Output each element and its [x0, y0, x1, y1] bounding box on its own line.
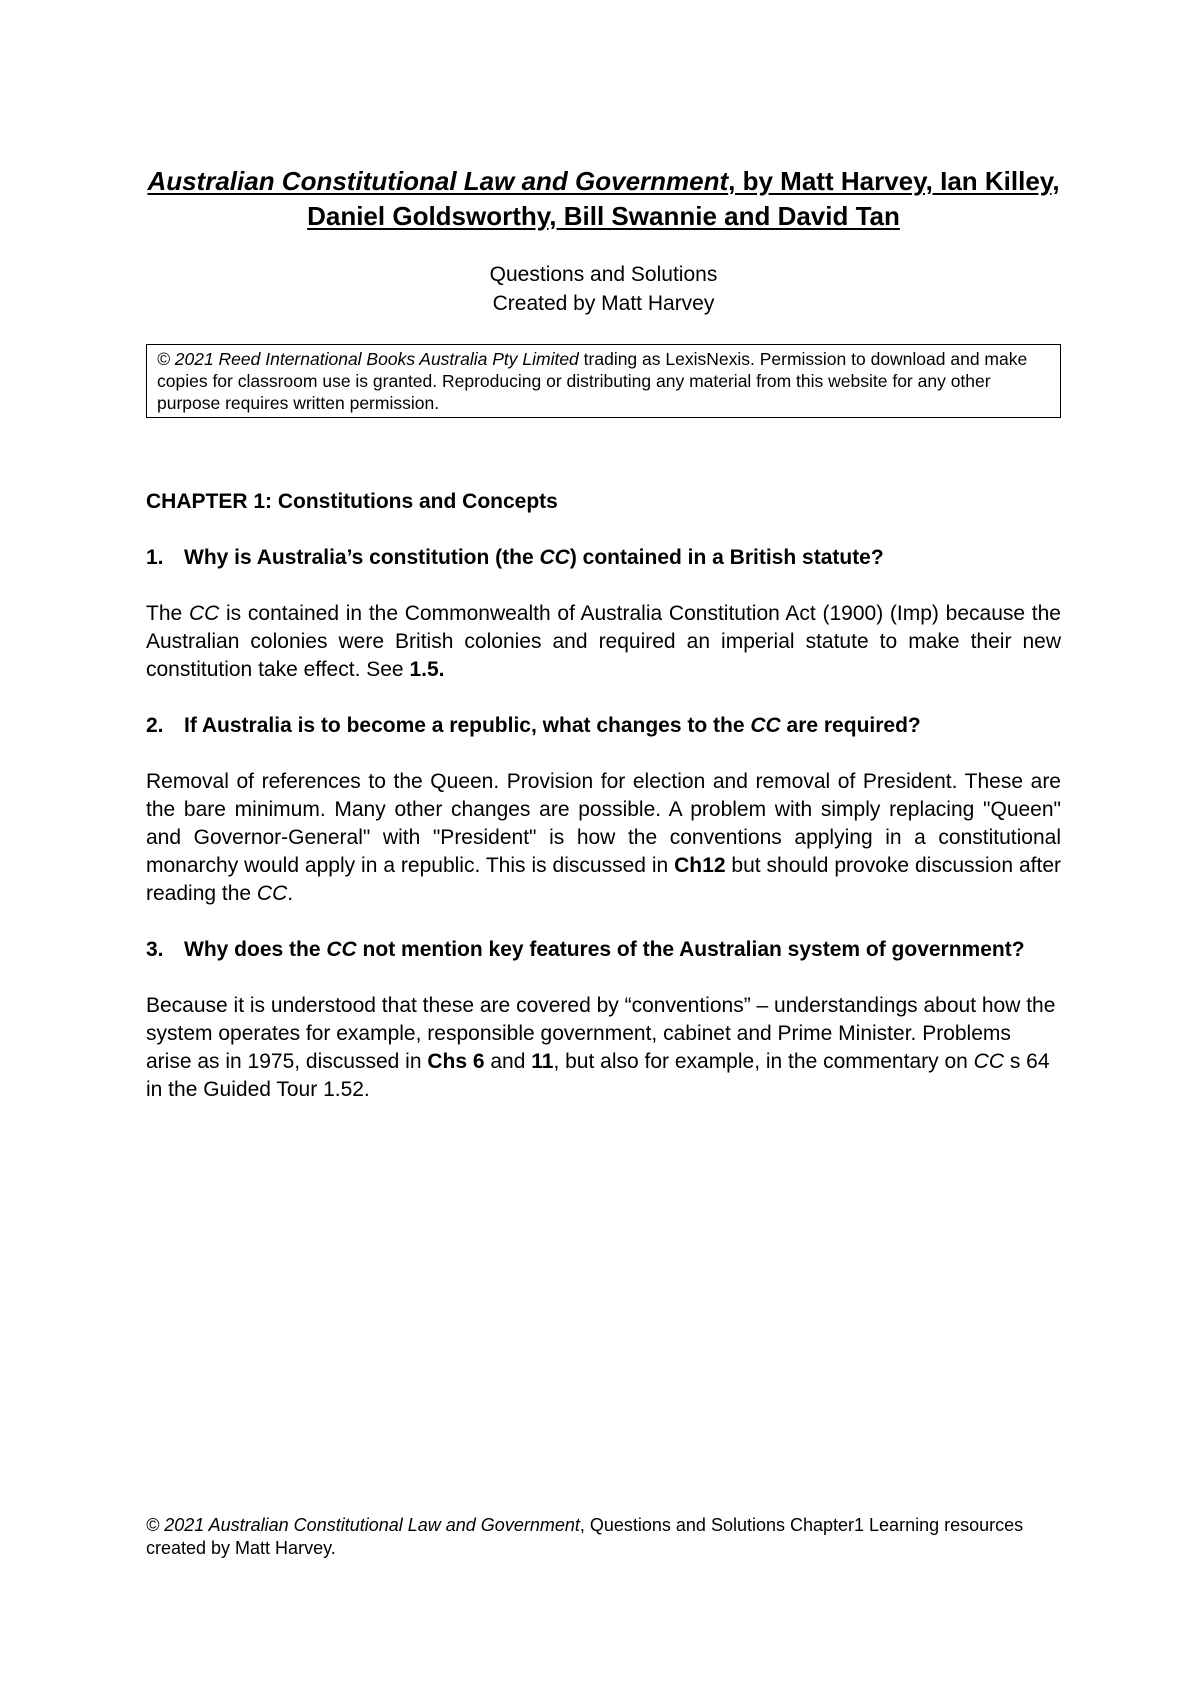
- question-number: 1.: [146, 546, 164, 569]
- answer-2: [146, 768, 1061, 908]
- question-text: [184, 544, 1061, 572]
- answer-text-bold: 1.5.: [409, 658, 445, 681]
- question-1: [146, 544, 1061, 572]
- answer-text-part: and: [484, 1050, 532, 1073]
- answer-text-italic: CC: [188, 602, 220, 625]
- book-title: Australian Constitutional Law and Government: [147, 166, 729, 196]
- question-text-part: ) contained in a British statute?: [569, 546, 884, 569]
- answer-text-part: is contained in the Commonwealth of Australia Constitution Act (1900) (Imp) because the Australian colonies were British colonies and required an imperial statute to make their new constitution take effect. See: [146, 602, 1061, 681]
- copyright-holder: © 2021 Reed International Books Australia Pty Limited: [157, 349, 579, 369]
- answer-text-part: Removal of references to the Queen. Provision for election and removal of President. These are the bare minimum. Many other changes are possible. A problem with simply replacing "Queen" and Governor-General" with "President" is how the conventions applying in a constitutional monarchy would apply in a republic. This is discussed in: [146, 770, 1061, 877]
- answer-text-bold: 11: [531, 1050, 554, 1073]
- page-footer: [146, 1514, 1061, 1560]
- answer-text-part: Because it is understood that these are covered by “conventions” – understandings about how the system operates for example, responsible government, cabinet and Prime Minister. Problems arise as in 1975, discussed in: [146, 994, 1056, 1073]
- footer-text: , Questions and Solutions Chapter1 Learning resources created by Matt Harvey.: [146, 1515, 1024, 1558]
- document-title: [146, 164, 1061, 234]
- document-content: [146, 164, 1061, 1104]
- answer-text-part: , but also for example, in the commentary on: [553, 1050, 974, 1073]
- question-text-part: Why is Australia’s constitution (the: [184, 546, 540, 569]
- question-text-part: If Australia is to become a republic, what changes to the: [184, 714, 751, 737]
- copyright-notice-box: [146, 344, 1061, 418]
- answer-1: [146, 600, 1061, 684]
- subtitle-line-1: Questions and Solutions: [489, 263, 718, 286]
- question-text-part: Why does the: [184, 938, 327, 961]
- answer-text-bold: Chs 6: [427, 1050, 485, 1073]
- question-text: [184, 936, 1061, 964]
- footer-copyright: © 2021 Australian Constitutional Law and Government: [146, 1515, 580, 1535]
- question-text: [184, 712, 1061, 740]
- answer-3: [146, 992, 1061, 1104]
- subtitle-line-2: Created by Matt Harvey: [492, 292, 715, 315]
- question-number: 2.: [146, 714, 164, 737]
- book-authors: , by Matt Harvey, Ian Killey, Daniel Goldsworthy, Bill Swannie and David Tan: [307, 166, 1060, 231]
- answer-text-part: s 64 in the Guided Tour 1.52.: [146, 1050, 1050, 1101]
- question-3: [146, 936, 1061, 964]
- question-text-part: are required?: [780, 714, 921, 737]
- question-text-italic: CC: [750, 714, 781, 737]
- answer-text-part: but should provoke discussion after reading the: [146, 854, 1061, 905]
- question-text-italic: CC: [326, 938, 357, 961]
- answer-text-italic: CC: [256, 882, 288, 905]
- answer-text-bold: Ch12: [674, 854, 726, 877]
- answer-text-part: The: [146, 602, 189, 625]
- answer-text-part: .: [287, 882, 294, 905]
- chapter-heading: CHAPTER 1: Constitutions and Concepts: [146, 490, 558, 513]
- question-2: [146, 712, 1061, 740]
- question-text-italic: CC: [539, 546, 570, 569]
- question-text-part: not mention key features of the Australian system of government?: [356, 938, 1025, 961]
- copyright-permission-text: trading as LexisNexis. Permission to download and make copies for classroom use is granted. Reproducing or distributing any material from this website for any other purpose requires written permission.: [157, 349, 1028, 413]
- document-subtitle: [146, 260, 1061, 318]
- answer-text-italic: CC: [973, 1050, 1004, 1073]
- question-number: 3.: [146, 938, 164, 961]
